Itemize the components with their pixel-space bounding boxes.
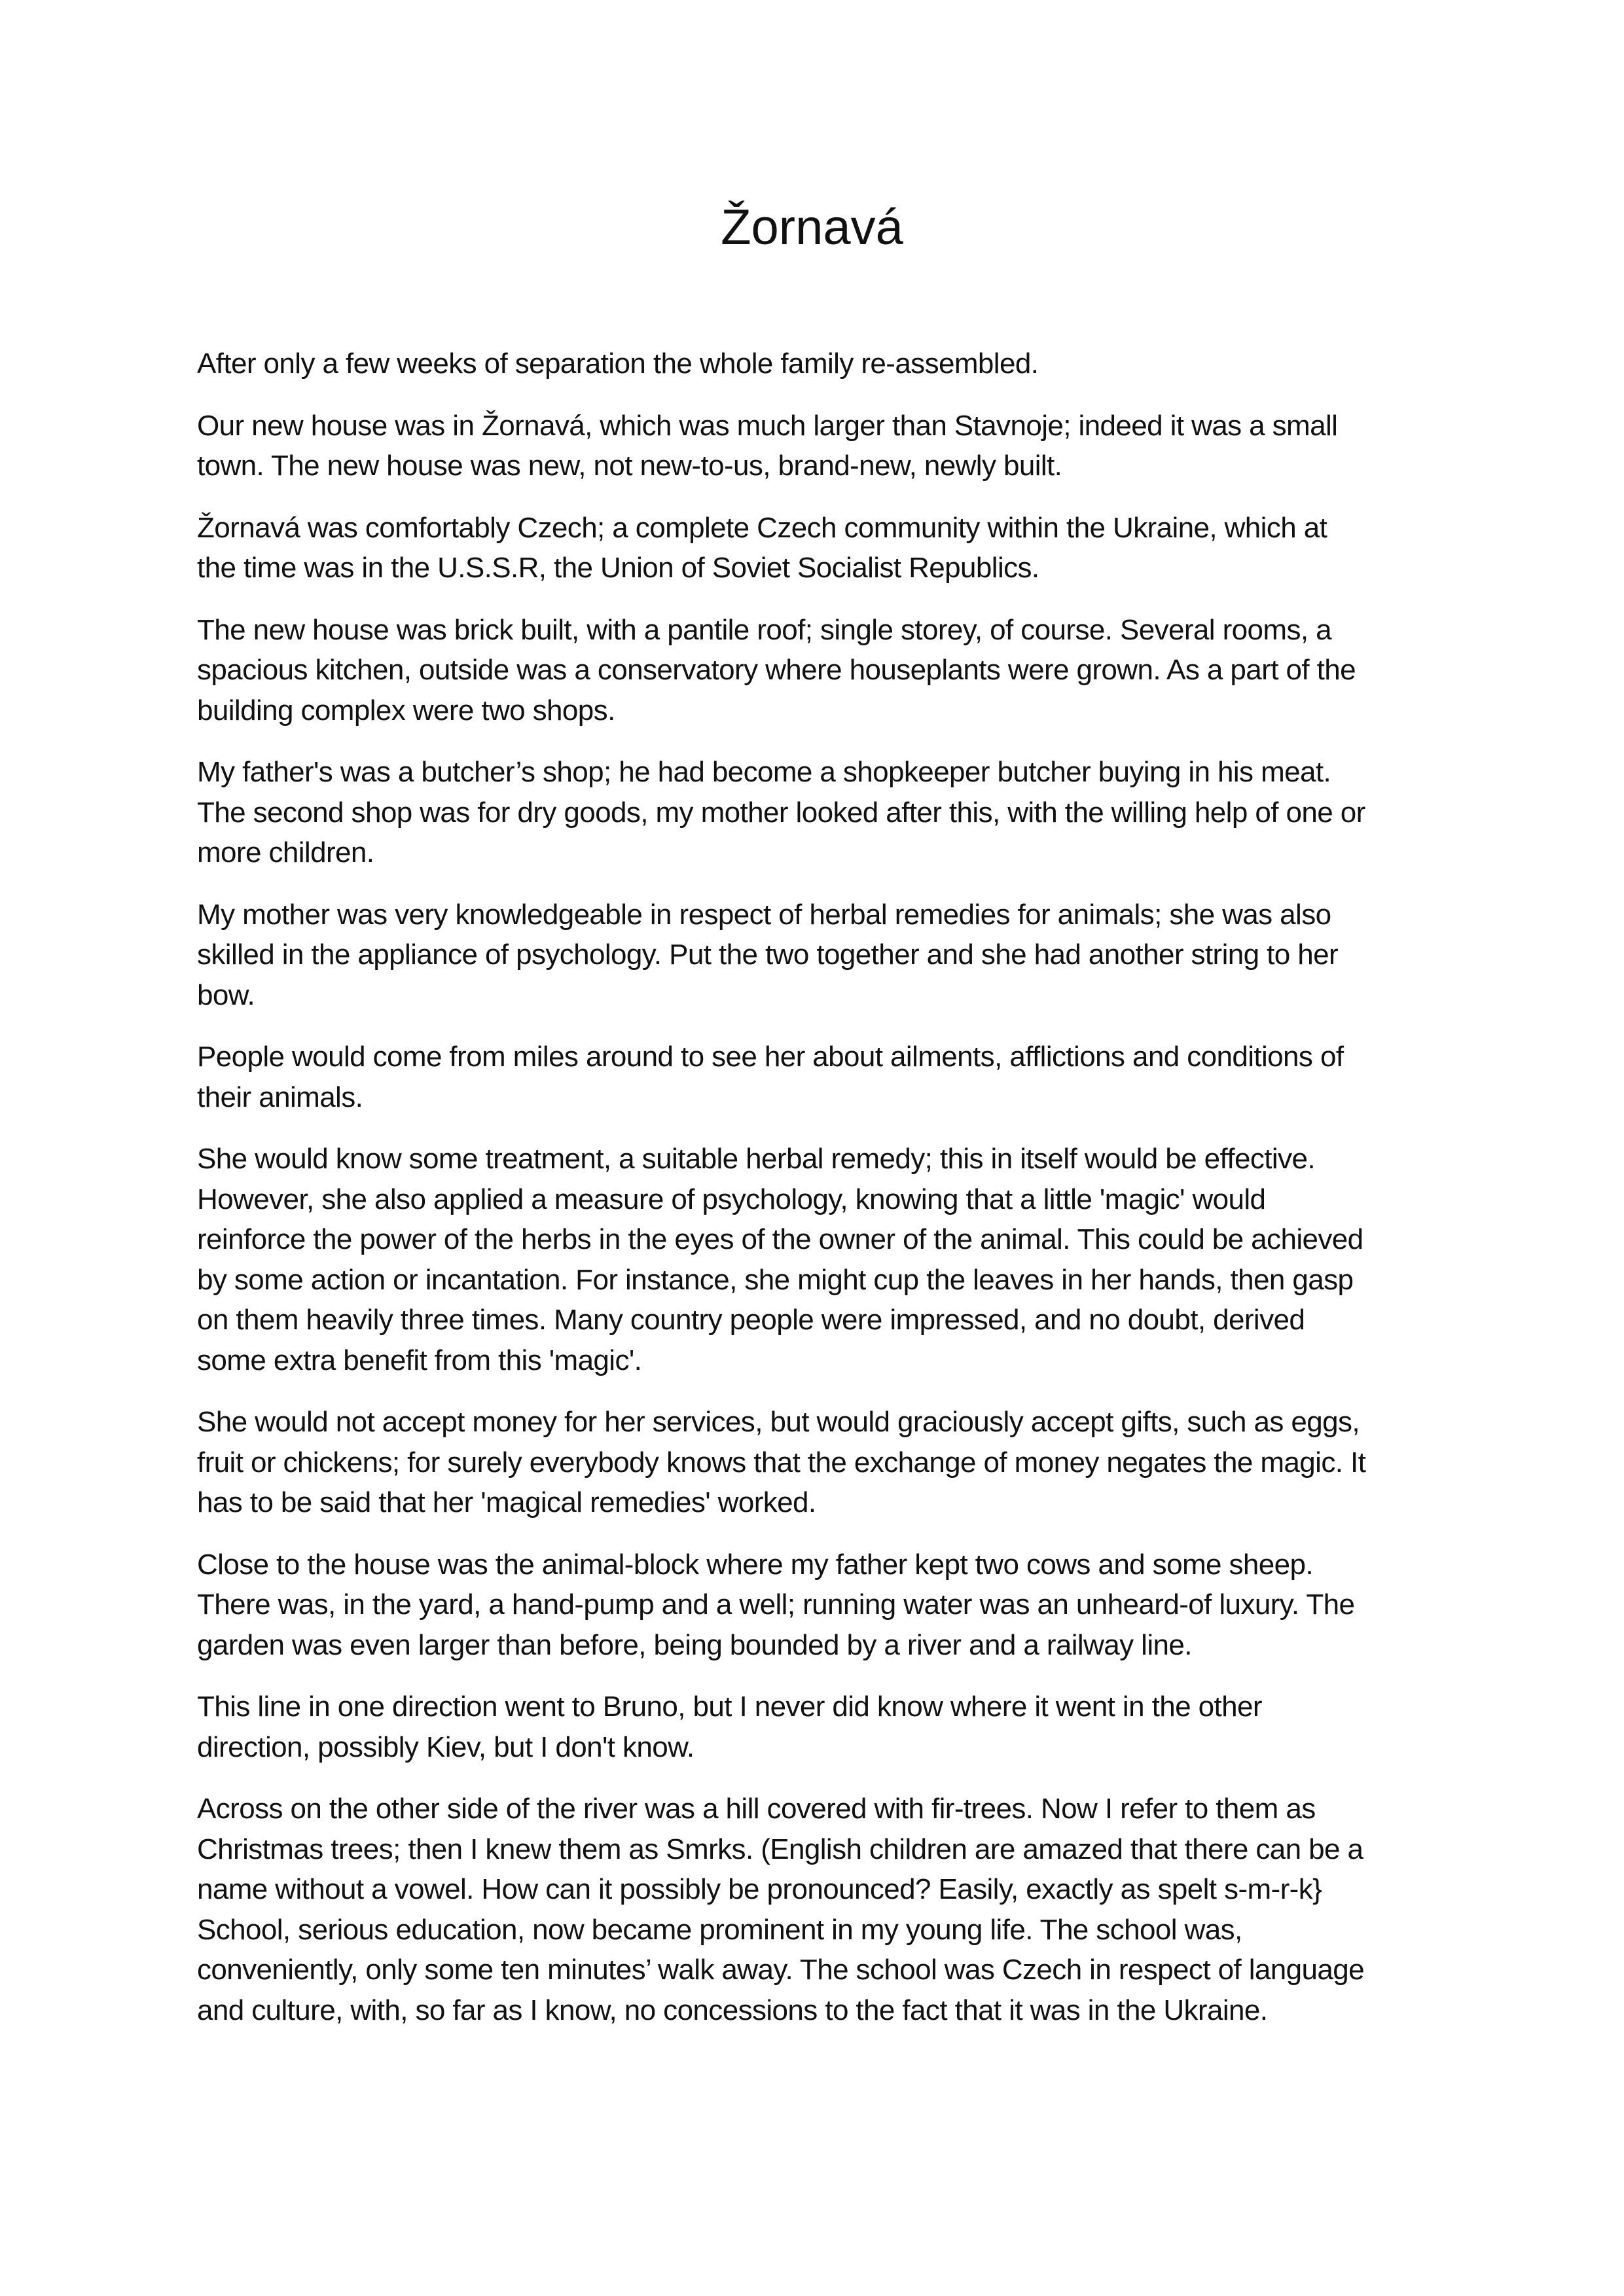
text-line: name without a vowel. How can it possibly be pronounced? Easily, exactly as spelt s-m-r-k} [197, 1873, 1322, 1905]
document-title: Žornavá [721, 200, 903, 255]
text-line: There was, in the yard, a hand-pump and a well; running water was an unheard-of luxury. The [197, 1588, 1355, 1621]
text-line: She would not accept money for her services, but would graciously accept gifts, such as eggs, [197, 1406, 1360, 1438]
text-line: Close to the house was the animal-block where my father kept two cows and some sheep. [197, 1548, 1314, 1581]
paragraph [197, 1037, 1467, 1117]
paragraph [197, 406, 1467, 486]
text-line: on them heavily three times. Many country people were impressed, and no doubt, derived [197, 1304, 1305, 1336]
text-line: more children. [197, 836, 374, 869]
paragraph [197, 508, 1467, 588]
text-line: fruit or chickens; for surely everybody knows that the exchange of money negates the magic. It [197, 1446, 1366, 1479]
text-line: conveniently, only some ten minutes’ walk away. The school was Czech in respect of language [197, 1954, 1364, 1986]
paragraph [197, 1687, 1467, 1767]
text-line: My father's was a butcher’s shop; he had become a shopkeeper butcher buying in his meat. [197, 756, 1331, 788]
text-line: This line in one direction went to Bruno, but I never did know where it went in the other [197, 1691, 1262, 1723]
text-line: After only a few weeks of separation the whole family re-assembled. [197, 348, 1039, 380]
paragraph [197, 610, 1467, 731]
text-line: Across on the other side of the river was a hill covered with fir-trees. Now I refer to them as [197, 1793, 1316, 1825]
text-line: has to be said that her 'magical remedies' worked. [197, 1486, 816, 1518]
text-line: some extra benefit from this 'magic'. [197, 1344, 642, 1376]
text-line: The second shop was for dry goods, my mother looked after this, with the willing help of one or [197, 796, 1365, 829]
paragraph [197, 752, 1467, 873]
paragraph [197, 344, 1467, 384]
text-line: Žornavá was comfortably Czech; a complete Czech community within the Ukraine, which at [197, 511, 1327, 544]
text-line: town. The new house was new, not new-to-us, brand-new, newly built. [197, 450, 1062, 482]
text-line: their animals. [197, 1081, 363, 1113]
text-line: spacious kitchen, outside was a conservatory where houseplants were grown. As a part of the [197, 654, 1356, 686]
text-line: Our new house was in Žornavá, which was much larger than Stavnoje; indeed it was a small [197, 409, 1338, 442]
text-line: by some action or incantation. For instance, she might cup the leaves in her hands, then gasp [197, 1263, 1354, 1296]
text-line: and culture, with, so far as I know, no concessions to the fact that it was in the Ukraine. [197, 1994, 1268, 2026]
paragraph [197, 1789, 1467, 2030]
text-line: The new house was brick built, with a pantile roof; single storey, of course. Several rooms, a [197, 613, 1331, 646]
text-line: reinforce the power of the herbs in the eyes of the owner of the animal. This could be achieved [197, 1223, 1363, 1255]
text-line: She would know some treatment, a suitable herbal remedy; this in itself would be effective. [197, 1143, 1315, 1175]
paragraph [197, 1139, 1467, 1380]
text-line: direction, possibly Kiev, but I don't know. [197, 1731, 695, 1763]
text-line: However, she also applied a measure of psychology, knowing that a little 'magic' would [197, 1183, 1266, 1215]
paragraph [197, 1402, 1467, 1523]
paragraph [197, 895, 1467, 1016]
text-line: Christmas trees; then I knew them as Smrks. (English children are amazed that there can be a [197, 1833, 1363, 1865]
text-line: skilled in the appliance of psychology. Put the two together and she had another string to her [197, 939, 1339, 971]
text-line: the time was in the U.S.S.R, the Union of Soviet Socialist Republics. [197, 552, 1039, 584]
text-line: bow. [197, 978, 255, 1011]
text-line: People would come from miles around to see her about ailments, afflictions and conditions of [197, 1041, 1344, 1073]
text-line: School, serious education, now became prominent in my young life. The school was, [197, 1913, 1242, 1946]
document-body [197, 344, 1467, 2052]
text-line: My mother was very knowledgeable in respect of herbal remedies for animals; she was also [197, 898, 1331, 931]
text-line: garden was even larger than before, being bounded by a river and a railway line. [197, 1628, 1192, 1661]
text-line: building complex were two shops. [197, 694, 615, 726]
paragraph [197, 1545, 1467, 1666]
